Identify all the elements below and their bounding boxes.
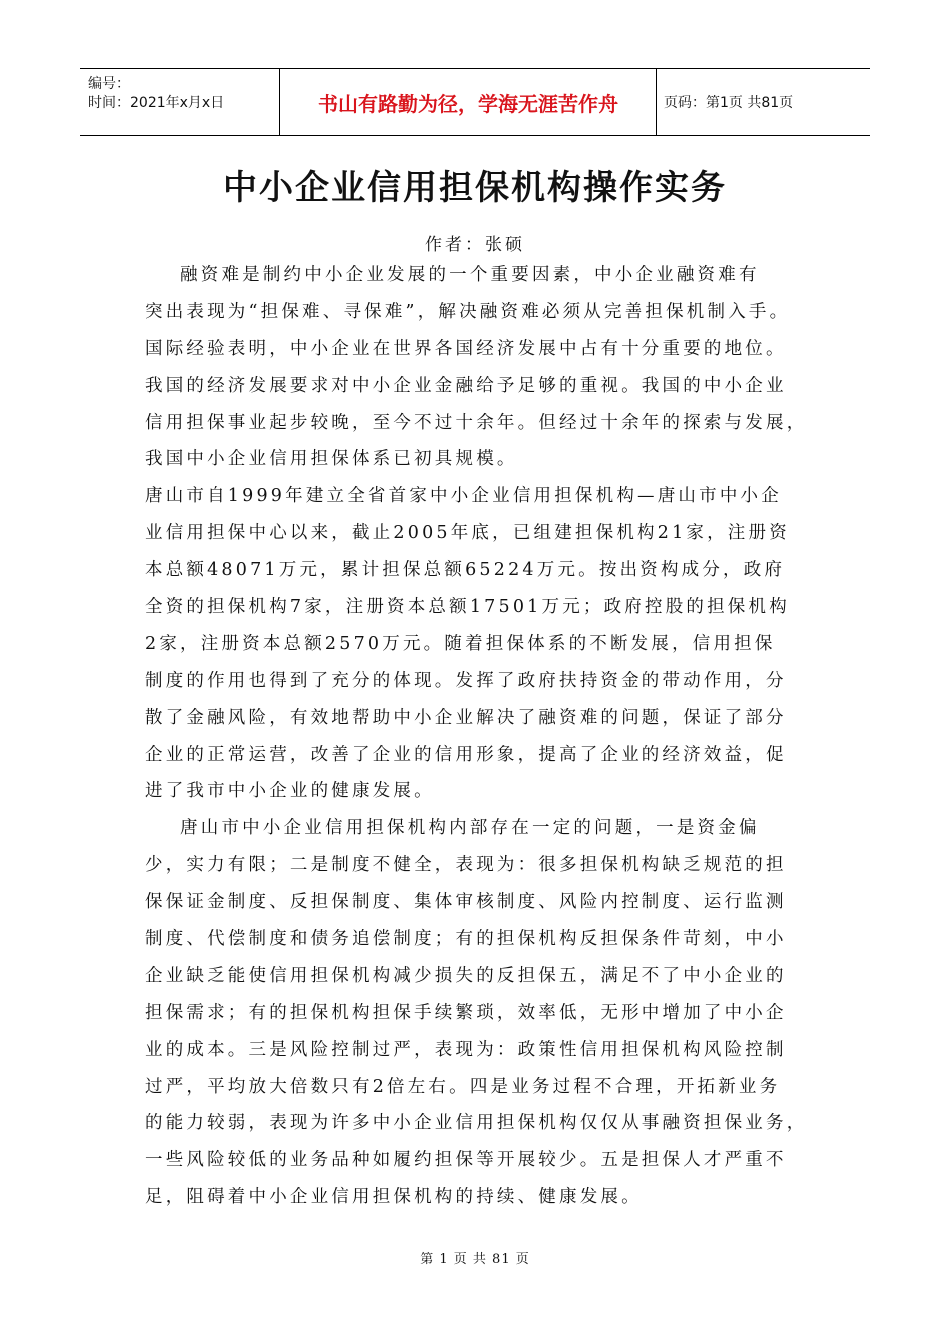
document-author: 作者：张硕 (425, 235, 525, 255)
text-line: 保保证金制度、反担保制度、集体审核制度、风险内控制度、运行监测 (145, 892, 787, 913)
text-line: 制度、代偿制度和债务追偿制度；有的担保机构反担保条件苛刻，中小 (145, 929, 787, 950)
text-line: 唐山市中小企业信用担保机构内部存在一定的问题，一是资金偏 (145, 818, 760, 839)
header-page-code: 页码：第1页 共81页 (664, 95, 794, 111)
text-line: 国际经验表明，中小企业在世界各国经济发展中占有十分重要的地位。 (145, 338, 787, 359)
text-line: 的能力较弱，表现为许多中小企业信用担保机构仅仅从事融资担保业务， (145, 1113, 808, 1134)
document-body (145, 257, 808, 1216)
text-line: 少，实力有限；二是制度不健全，表现为：很多担保机构缺乏规范的担 (145, 855, 787, 876)
text-line: 企业缺乏能使信用担保机构减少损失的反担保五，满足不了中小企业的 (145, 965, 787, 986)
document-title: 中小企业信用担保机构操作实务 (223, 168, 727, 208)
text-line: 2家，注册资本总额2570万元。随着担保体系的不断发展，信用担保 (145, 633, 776, 654)
text-line: 全资的担保机构7家，注册资本总额17501万元；政府控股的担保机构 (145, 597, 790, 618)
number-label: 编号： (88, 76, 130, 92)
text-line: 进了我市中小企业的健康发展。 (145, 781, 435, 802)
text-line: 散了金融风险，有效地帮助中小企业解决了融资难的问题，保证了部分 (145, 707, 787, 728)
header-motto: 书山有路勤为径，学海无涯苦作舟 (280, 69, 657, 135)
text-line: 我国的经济发展要求对中小企业金融给予足够的重视。我国的中小企业 (145, 375, 787, 396)
text-line: 本总额48071万元，累计担保总额65224万元。按出资构成分，政府 (145, 560, 786, 581)
text-line: 担保需求；有的担保机构担保手续繁琐，效率低，无形中增加了中小企 (145, 1002, 787, 1023)
header-meta-cell (80, 69, 280, 135)
page-header (80, 68, 870, 136)
text-line: 我国中小企业信用担保体系已初具规模。 (145, 449, 518, 470)
text-line: 一些风险较低的业务品种如履约担保等开展较少。五是担保人才严重不 (145, 1150, 787, 1171)
text-line: 融资难是制约中小企业发展的一个重要因素，中小企业融资难有 (145, 265, 760, 285)
text-line: 足，阻碍着中小企业信用担保机构的持续、健康发展。 (145, 1187, 642, 1208)
text-line: 信用担保事业起步较晚，至今不过十余年。但经过十余年的探索与发展， (145, 412, 808, 433)
text-line: 过严，平均放大倍数只有2倍左右。四是业务过程不合理，开拓新业务 (145, 1076, 781, 1097)
text-line: 企业的正常运营，改善了企业的信用形象，提高了企业的经济效益，促 (145, 744, 787, 765)
text-line: 制度的作用也得到了充分的体现。发挥了政府扶持资金的带动作用，分 (145, 670, 787, 691)
date-label: 时间：2021年x月x日 (88, 95, 225, 111)
text-line: 唐山市自1999年建立全省首家中小企业信用担保机构—唐山市中小企 (145, 486, 782, 507)
page-footer: 第 1 页 共 81 页 (420, 1252, 530, 1267)
text-line: 突出表现为“担保难、寻保难”，解决融资难必须从完善担保机制入手。 (145, 301, 791, 322)
text-line: 业信用担保中心以来，截止2005年底，已组建担保机构21家，注册资 (145, 523, 790, 544)
text-line: 业的成本。三是风险控制过严，表现为：政策性信用担保机构风险控制 (145, 1039, 787, 1060)
